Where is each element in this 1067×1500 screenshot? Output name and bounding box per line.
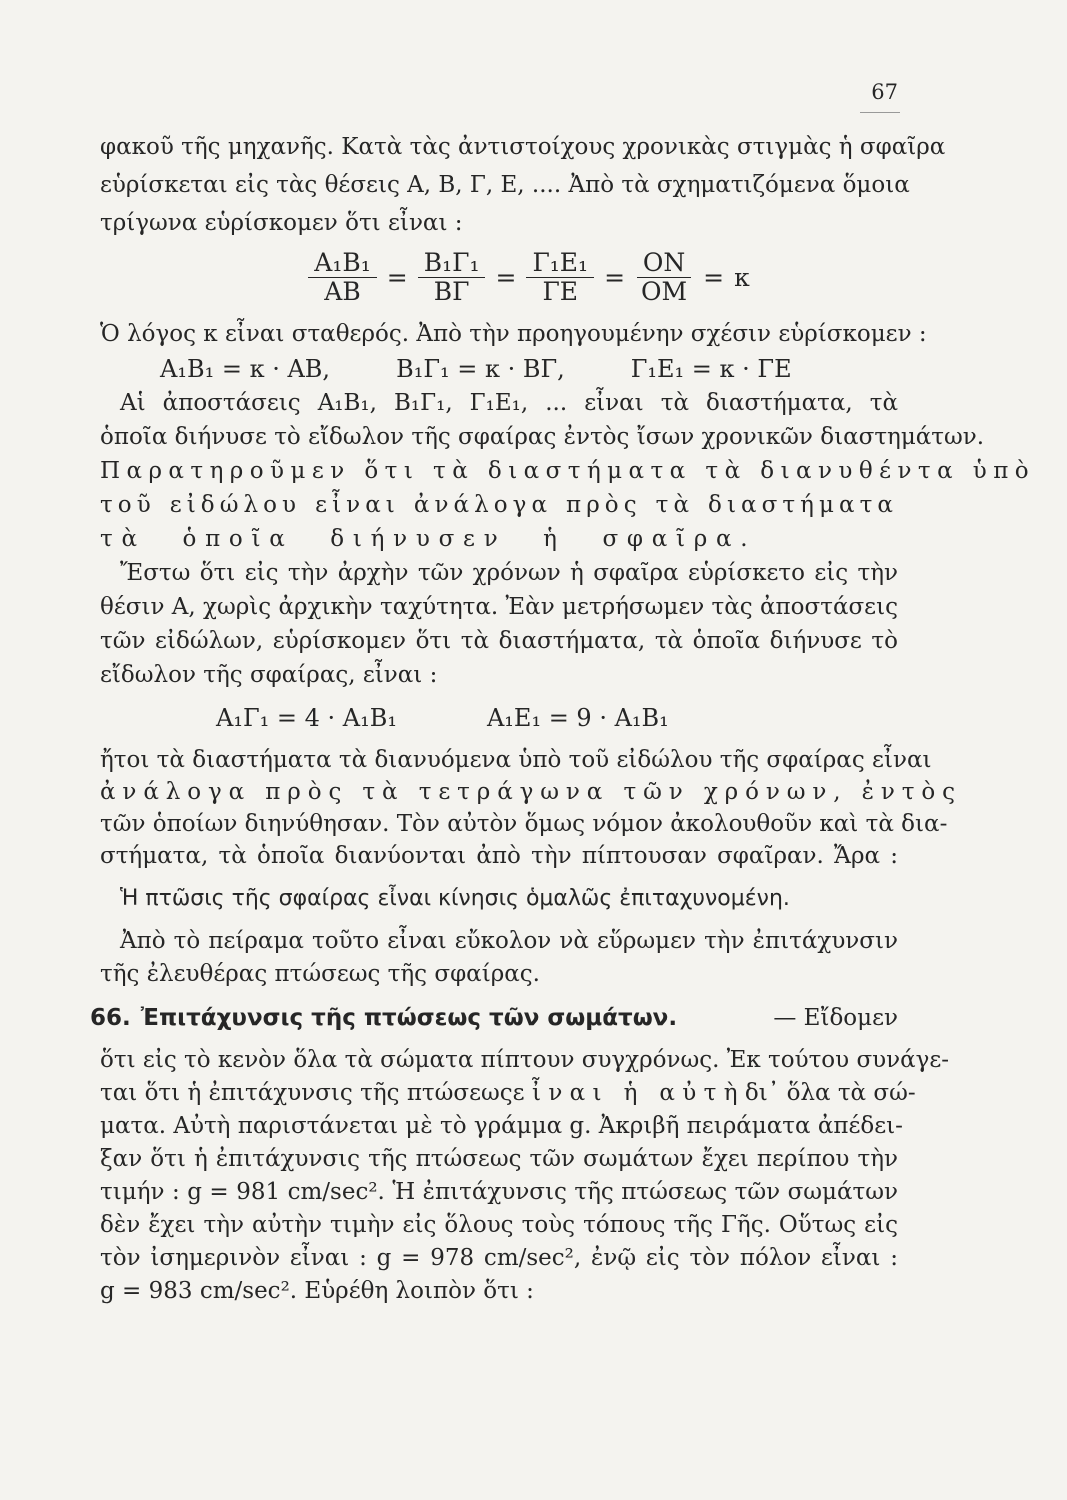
equals-sign: =: [495, 263, 517, 293]
denominator: ΒΓ: [433, 277, 470, 307]
numerator: Α₁Β₁: [308, 250, 376, 278]
text-line: εὑρίσκεται εἰς τὰς θέσεις Α, Β, Γ, Ε, .... Ἀπὸ τὰ σχηματιζόμενα ὅμοια: [100, 172, 910, 198]
spaced-text-line: Παρατηροῦμεν ὅτι τὰ διαστήματα τὰ διανυθέντα ὑπὸ: [100, 457, 1036, 484]
page-number: 67: [871, 80, 898, 104]
text-line: ὁποῖα διήνυσε τὸ εἴδωλον τῆς σφαίρας ἐντὸς ἴσων χρονικῶν διαστημάτων.: [100, 423, 985, 450]
denominator: ΑΒ: [324, 277, 361, 307]
section-number: 66.: [90, 1004, 131, 1031]
fraction: [418, 250, 486, 306]
text-line: τῶν ὁποίων διηνύθησαν. Τὸν αὐτὸν ὅμως νόμον ἀκολουθοῦν καὶ τὰ δια-: [100, 810, 948, 837]
text-line: τῶν εἰδώλων, εὑρίσκομεν ὅτι τὰ διαστήματα, τὰ ὁποῖα διήνυσε τὸ: [100, 627, 898, 654]
text-line: Ὁ λόγος κ εἶναι σταθερός. Ἀπὸ τὴν προηγουμένην σχέσιν εὑρίσκομεν :: [100, 320, 927, 347]
section-title: Ἐπιτάχυνσις τῆς πτώσεως τῶν σωμάτων.: [140, 1004, 678, 1031]
page-body: [90, 128, 1036, 1308]
equation: Α₁Β₁ = κ · ΑΒ,: [160, 354, 331, 383]
spaced-text-line: ἀνάλογα πρὸς τὰ τετράγωνα τῶν χρόνων, ἐντὸς: [100, 778, 962, 805]
ratio-equation: [160, 250, 898, 306]
text-line: [100, 1077, 916, 1110]
text-line: ματα. Αὐτὴ παριστάνεται μὲ τὸ γράμμα g. Ἀκριβῆ πειράματα ἀπέδει-: [100, 1112, 903, 1139]
text-line: φακοῦ τῆς μηχανῆς. Κατὰ τὰς ἀντιστοίχους χρονικὰς στιγμὰς ἡ σφαῖρα: [100, 134, 946, 160]
denominator: ΟΜ: [641, 277, 688, 307]
header-rule: [860, 112, 900, 113]
text-line: ἤτοι τὰ διαστήματα τὰ διανυόμενα ὑπὸ τοῦ εἰδώλου τῆς σφαίρας εἶναι: [100, 746, 932, 773]
equals-sign: =: [604, 263, 626, 293]
ratio-symbol: κ: [734, 263, 750, 293]
text-line: ξαν ὅτι ἡ ἐπιτάχυνσις τῆς πτώσεως τῶν σωμάτων ἔχει περίπου τὴν: [100, 1145, 898, 1172]
spaced-text-segment: εἶναι ἡ αὐτὴ: [512, 1079, 745, 1106]
equation: Γ₁Ε₁ = κ · ΓΕ: [630, 354, 792, 383]
section-heading: [90, 992, 898, 1044]
equation: Β₁Γ₁ = κ · ΒΓ,: [396, 354, 565, 383]
text-line: Ἔστω ὅτι εἰς τὴν ἀρχὴν τῶν χρόνων ἡ σφαῖρα εὑρίσκετο εἰς τὴν: [120, 559, 898, 586]
fraction: [635, 250, 693, 306]
law-statement: Ἡ πτῶσις τῆς σφαίρας εἶναι κίνησις ὁμαλῶς ἐπιταχυνομένη.: [120, 885, 790, 911]
text-line: στήματα, τὰ ὁποῖα διανύονται ἀπὸ τὴν πίπτουσαν σφαῖραν. Ἄρα :: [100, 842, 898, 869]
text-line: g = 983 cm/sec². Εὑρέθη λοιπὸν ὅτι :: [100, 1277, 534, 1304]
equals-sign: =: [703, 263, 725, 293]
numerator: Γ₁Ε₁: [526, 250, 594, 278]
fraction: [308, 250, 376, 306]
text-line: Αἱ ἀποστάσεις Α₁Β₁, Β₁Γ₁, Γ₁Ε₁, ... εἶναι τὰ διαστήματα, τὰ: [120, 389, 898, 416]
text-line: δὲν ἔχει τὴν αὐτὴν τιμὴν εἰς ὅλους τοὺς τόπους τῆς Γῆς. Οὕτως εἰς: [100, 1211, 898, 1238]
numerator: Β₁Γ₁: [418, 250, 486, 278]
text-line: τιμήν : g = 981 cm/sec². Ἡ ἐπιτάχυνσις τῆς πτώσεως τῶν σωμάτων: [100, 1178, 898, 1205]
text-line: εἴδωλον τῆς σφαίρας, εἶναι :: [100, 661, 438, 688]
equals-sign: =: [386, 263, 408, 293]
numerator: ΟΝ: [637, 250, 691, 278]
text-segment: δι᾽ ὅλα τὰ σώ-: [744, 1079, 916, 1106]
text-line: τρίγωνα εὑρίσκομεν ὅτι εἶναι :: [100, 210, 463, 236]
text-line: τῆς ἐλευθέρας πτώσεως τῆς σφαίρας.: [100, 960, 540, 987]
equation-line: [100, 692, 898, 744]
fraction: [526, 250, 594, 306]
spaced-text-line: τὰ ὁποῖα διήνυσεν ἡ σφαῖρα.: [100, 525, 757, 552]
denominator: ΓΕ: [542, 277, 579, 307]
text-line: θέσιν Α, χωρὶς ἀρχικὴν ταχύτητα. Ἐὰν μετρήσωμεν τὰς ἀποστάσεις: [100, 593, 898, 620]
spaced-text-line: τοῦ εἰδώλου εἶναι ἀνάλογα πρὸς τὰ διαστήματα: [100, 491, 898, 518]
text-line: Ἀπὸ τὸ πείραμα τοῦτο εἶναι εὔκολον νὰ εὕρωμεν τὴν ἐπιτάχυνσιν: [120, 927, 898, 954]
text-segment: ται ὅτι ἡ ἐπιτάχυνσις τῆς πτώσεως: [100, 1079, 513, 1106]
text-line: ὅτι εἰς τὸ κενὸν ὅλα τὰ σώματα πίπτουν συγχρόνως. Ἐκ τούτου συνάγε-: [100, 1046, 950, 1073]
section-lead-text: — Εἴδομεν: [773, 1004, 898, 1031]
equation-line: [100, 352, 898, 386]
equation: Α₁Γ₁ = 4 · Α₁Β₁: [216, 703, 397, 732]
equation: Α₁Ε₁ = 9 · Α₁Β₁: [486, 703, 669, 732]
text-line: τὸν ἰσημερινὸν εἶναι : g = 978 cm/sec², ἐνῷ εἰς τὸν πόλον εἶναι :: [100, 1244, 898, 1271]
